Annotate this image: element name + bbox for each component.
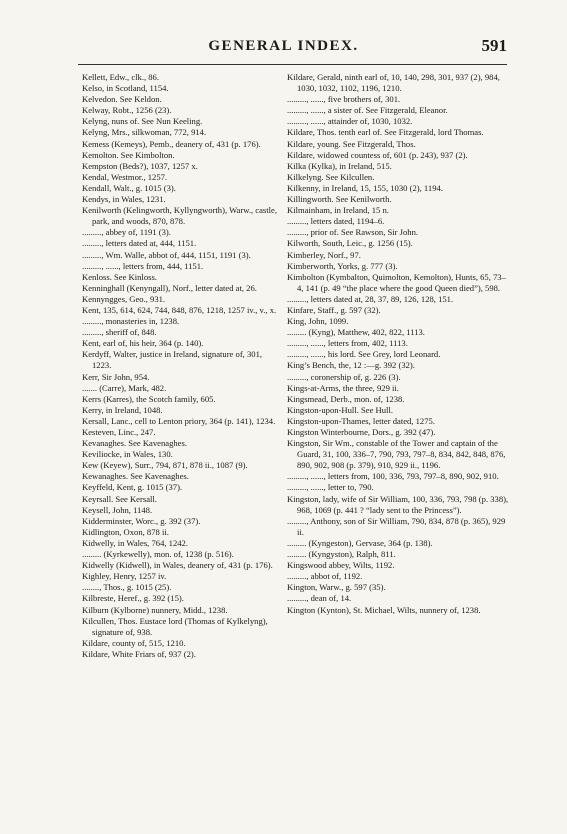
index-entry: ........., ......, his lord. See Grey, lord Leonard.: [287, 349, 441, 360]
index-entry: Kildare, county of, 515, 1210.: [82, 637, 186, 648]
index-entry: Kenninghall (Kenyngall), Norf., letter dated at, 26.: [82, 282, 257, 293]
index-entry: ........., dean of, 14.: [287, 593, 352, 604]
index-entry: ......... (Kyngeston), Gervase, 364 (p. 138).: [287, 537, 433, 548]
index-entry: Kingsmead, Derb., mon. of, 1238.: [287, 393, 405, 404]
index-entry: ......... (Kyng), Matthew, 402, 822, 1113.: [287, 327, 425, 338]
index-entry: Kildare, White Friars of, 937 (2).: [82, 648, 196, 659]
index-entry: ........, Thos., g. 1015 (25).: [82, 582, 172, 593]
index-entry: Kingston, lady, wife of Sir William, 100, 336, 793, 798 (p. 338), 968, 1069 (p. 441 ? “lady sent to the Princess”).: [287, 493, 509, 515]
index-entry: Kidlington, Oxon, 878 ii.: [82, 526, 169, 537]
index-entry: Keysell, John, 1148.: [82, 504, 153, 515]
index-entry: Kemess (Kemeys), Pemb., deanery of, 431 (p. 176).: [82, 138, 261, 149]
index-entry: Kington (Kynton), St. Michael, Wilts, nunnery of, 1238.: [287, 604, 481, 615]
index-entry: Kington, Warw., g. 597 (35).: [287, 582, 386, 593]
index-entry: Kew (Keyew), Surr., 794, 871, 878 ii., 1087 (9).: [82, 460, 248, 471]
index-entry: Kevanaghes. See Kavenaghes.: [82, 438, 187, 449]
index-entry: Kerr, Sir John, 954.: [82, 371, 150, 382]
index-entry: Kendys, in Wales, 1231.: [82, 194, 166, 205]
index-entry: Kesteven, Linc., 247.: [82, 427, 156, 437]
index-entry: Kingston-upon-Hull. See Hull.: [287, 404, 393, 415]
index-entry: Kendall, Walt., g. 1015 (3).: [82, 182, 176, 193]
index-entry: Kelyng, nuns of. See Nun Keeling.: [82, 116, 203, 127]
index-entry: Kersall, Lanc., cell to Lenton priory, 364 (p. 141), 1234.: [82, 415, 276, 426]
index-entry: ........., letters dated, 1194–6.: [287, 216, 385, 227]
index-entry: Kerdyff, Walter, justice in Ireland, signature of, 301, 1223.: [82, 349, 263, 371]
index-entry: Kilkelyng. See Kilcullen.: [287, 171, 375, 182]
index-entry: Kelvedon. See Keldon.: [82, 94, 162, 105]
index-entry: Kerrs (Karres), the Scotch family, 605.: [82, 393, 216, 404]
index-entry: ........., abbot of, 1192.: [287, 571, 363, 582]
page-title: GENERAL INDEX.: [208, 38, 359, 54]
index-entry: Kidwelly (Kidwell), in Wales, deanery of, 431 (p. 176).: [82, 560, 273, 571]
index-entry: ........., coronership of, g. 226 (3).: [287, 371, 401, 382]
index-entry: Kingston Winterbourne, Dors., g. 392 (47).: [287, 427, 436, 437]
index-entry: Kingston, Sir Wm., constable of the Tower and captain of the Guard, 31, 100, 336–7, 790, 793, 797–8, 834, 842, 848, 876, 890, 902, 908 (p. 379), 910, 929 ii., 1196.: [287, 438, 506, 471]
index-entry: Kemolton. See Kimbolton.: [82, 149, 175, 160]
index-column-left: [82, 72, 282, 660]
index-entry: Keyrsall. See Kersall.: [82, 493, 157, 504]
index-entry: ......... (Kyrkewelly), mon. of, 1238 (p. 516).: [82, 549, 234, 560]
index-entry: Kent, earl of, his heir, 364 (p. 140).: [82, 338, 204, 349]
page-number: 591: [481, 36, 507, 55]
index-entry: Kighley, Henry, 1257 iv.: [82, 571, 167, 582]
index-entry: Kildare, Thos. tenth earl of. See Fitzgerald, lord Thomas.: [287, 127, 484, 138]
index-entry: Kimberworth, Yorks, g. 777 (3).: [287, 260, 398, 271]
index-entry: Killingworth. See Kenilworth.: [287, 194, 392, 205]
index-entry: ........., abbey of, 1191 (3).: [82, 227, 171, 238]
index-entry: ........., ......, letters from, 100, 336, 793, 797–8, 890, 902, 910.: [287, 471, 499, 482]
index-entry: Kent, 135, 614, 624, 744, 848, 876, 1218, 1257 iv., v., x.: [82, 304, 277, 315]
index-entry: Kelyng, Mrs., silkwoman, 772, 914.: [82, 127, 207, 138]
index-entry: Kilbreste, Heref., g. 392 (15).: [82, 593, 184, 604]
index-entry: Kellett, Edw., clk., 86.: [82, 72, 160, 82]
index-entry: Kildare, widowed countess of, 601 (p. 243), 937 (2).: [287, 149, 468, 160]
index-entry: Kilworth, South, Leic., g. 1256 (15).: [287, 238, 413, 249]
index-entry: Kewanaghes. See Kavenaghes.: [82, 471, 189, 482]
index-entry: Kilmainham, in Ireland, 15 n.: [287, 205, 389, 216]
index-entry: Kennyngges, Geo., 931.: [82, 293, 166, 304]
page-header: [0, 38, 567, 60]
index-entry: King, John, 1099.: [287, 316, 349, 327]
index-entry: ........., letters dated at, 444, 1151.: [82, 238, 197, 249]
index-entry: ........., ......, letters from, 444, 1151.: [82, 260, 204, 271]
index-entry: Kildare, young. See Fitzgerald, Thos.: [287, 138, 416, 149]
index-entry: Kings-at-Arms, the three, 929 ii.: [287, 382, 399, 393]
index-entry: ........., letters dated at, 28, 37, 89, 126, 128, 151.: [287, 293, 454, 304]
index-entry: ........., ......, letter to, 790.: [287, 482, 374, 493]
index-entry: Kimbolton (Kymbalton, Quimolton, Kemolton), Hunts, 65, 73–4, 141 (p. 49 “the place where the good Queen died”), 598.: [287, 271, 506, 293]
index-entry: Keyffeld, Kent, g. 1015 (37).: [82, 482, 183, 493]
index-entry: Kempston (Beds?), 1037, 1257 x.: [82, 160, 198, 171]
index-entry: ........., prior of. See Rawson, Sir John.: [287, 227, 419, 238]
index-entry: ........., ......, a sister of. See Fitzgerald, Eleanor.: [287, 105, 448, 116]
index-entry: Kelway, Robt., 1256 (23).: [82, 105, 172, 116]
index-entry: ........., ......, five brothers of, 301.: [287, 94, 401, 105]
index-entry: ........., ......, attainder of, 1030, 1032.: [287, 116, 413, 127]
index-entry: Keviliocke, in Wales, 130.: [82, 449, 173, 460]
index-entry: ......... (Kyngyston), Ralph, 811.: [287, 549, 396, 560]
index-entry: ........., Wm. Walle, abbot of, 444, 1151, 1191 (3).: [82, 249, 251, 260]
index-entry: Kendal, Westmor., 1257.: [82, 171, 168, 182]
index-entry: Kilburn (Kylborne) nunnery, Midd., 1238.: [82, 604, 228, 615]
index-entry: Kilcullen, Thos. Eustace lord (Thomas of Kylkelyng), signature of, 938.: [82, 615, 268, 637]
index-entry: Kidwelly, in Wales, 764, 1242.: [82, 537, 189, 548]
index-entry: ....... (Carre), Mark, 482.: [82, 382, 167, 393]
index-entry: Kenloss. See Kinloss.: [82, 271, 157, 282]
index-column-right: [287, 72, 509, 616]
index-entry: King’s Bench, the, 12 :—g. 392 (32).: [287, 360, 415, 371]
index-entry: ........., ......, letters from, 402, 1113.: [287, 338, 408, 349]
index-entry: ........., Anthony, son of Sir William, 790, 834, 878 (p. 365), 929 ii.: [287, 515, 506, 537]
index-entry: Kingston-upon-Thames, letter dated, 1275.: [287, 415, 435, 426]
index-entry: Kilkenny, in Ireland, 15, 155, 1030 (2), 1194.: [287, 182, 443, 193]
index-entry: Kilka (Kylka), in Ireland, 515.: [287, 160, 392, 171]
index-entry: ........., sheriff of, 848.: [82, 327, 157, 338]
header-rule: [78, 64, 507, 65]
index-entry: Kinfare, Staff., g. 597 (32).: [287, 304, 381, 315]
index-entry: Kidderminster, Worc., g. 392 (37).: [82, 515, 201, 526]
index-entry: Kelso, in Scotland, 1154.: [82, 83, 169, 94]
index-entry: ........., monasteries in, 1238.: [82, 316, 180, 327]
index-entry: Kimberley, Norf., 97.: [287, 249, 361, 260]
index-entry: Kerry, in Ireland, 1048.: [82, 404, 163, 415]
index-entry: Kenilworth (Kelingworth, Kyllyngworth), Warw., castle, park, and woods, 870, 878.: [82, 205, 278, 227]
index-entry: Kingswood abbey, Wilts, 1192.: [287, 560, 395, 571]
index-entry: Kildare, Gerald, ninth earl of, 10, 140, 298, 301, 937 (2), 984, 1030, 1032, 1102, 1196, 1210.: [287, 72, 500, 94]
